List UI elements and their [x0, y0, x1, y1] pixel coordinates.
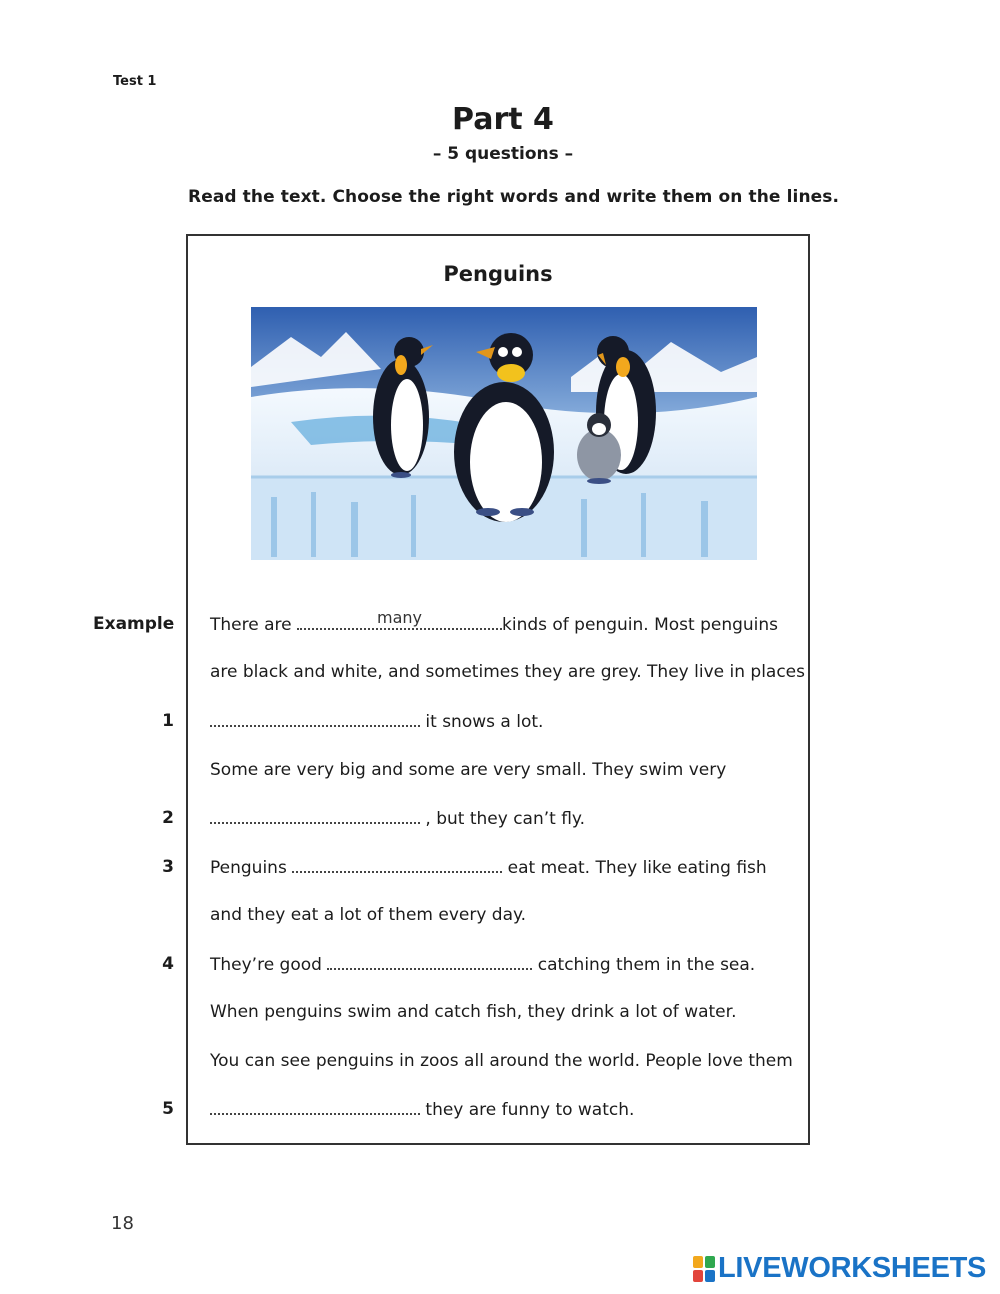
question-number: 2	[162, 808, 174, 828]
story-line-q1	[210, 711, 543, 732]
story-line-example	[210, 608, 779, 635]
answer-blank-2[interactable]	[210, 808, 420, 824]
test-label: Test 1	[113, 74, 157, 89]
liveworksheets-icon	[693, 1256, 715, 1282]
question-number: 3	[162, 857, 174, 877]
story-line: Some are very big and some are very small. They swim very	[210, 760, 727, 780]
line-text-before: Penguins	[210, 858, 287, 878]
liveworksheets-logo	[693, 1252, 986, 1285]
example-answer: many	[377, 608, 422, 627]
line-text-after: it snows a lot.	[425, 712, 544, 732]
answer-blank-1[interactable]	[210, 711, 420, 727]
line-text-after: eat meat. They like eating fish	[507, 858, 767, 878]
part-subtitle: – 5 questions –	[432, 144, 574, 164]
story-line-q4	[210, 954, 755, 975]
instruction-text: Read the text. Choose the right words and write them on the lines.	[188, 187, 840, 207]
line-text-before: There are	[210, 615, 292, 635]
question-number: 5	[162, 1099, 174, 1119]
brand-text: LIVEWORKSHEETS	[718, 1252, 987, 1284]
example-answer-line	[297, 608, 502, 630]
story-line: When penguins swim and catch fish, they drink a lot of water.	[210, 1002, 737, 1022]
story-line-q3	[210, 857, 767, 878]
story-line: You can see penguins in zoos all around the world. People love them	[210, 1051, 793, 1071]
penguins-illustration	[251, 307, 757, 560]
answer-blank-4[interactable]	[327, 954, 532, 970]
line-text-after: they are funny to watch.	[425, 1100, 635, 1120]
line-text-after: catching them in the sea.	[537, 955, 756, 975]
question-number: 1	[162, 711, 174, 731]
line-text-after: kinds of penguin. Most penguins	[502, 615, 779, 635]
answer-blank-5[interactable]	[210, 1099, 420, 1115]
page-number: 18	[111, 1213, 134, 1234]
story-line: and they eat a lot of them every day.	[210, 905, 527, 925]
story-line: are black and white, and sometimes they are grey. They live in places	[210, 662, 805, 682]
story-line-q5	[210, 1099, 634, 1120]
story-line-q2	[210, 808, 585, 829]
story-title: Penguins	[443, 262, 553, 286]
question-number: 4	[162, 954, 174, 974]
line-text-before: They’re good	[210, 955, 322, 975]
line-text-after: , but they can’t fly.	[425, 809, 585, 829]
example-label: Example	[93, 614, 175, 634]
answer-blank-3[interactable]	[292, 857, 502, 873]
part-title: Part 4	[452, 102, 554, 137]
